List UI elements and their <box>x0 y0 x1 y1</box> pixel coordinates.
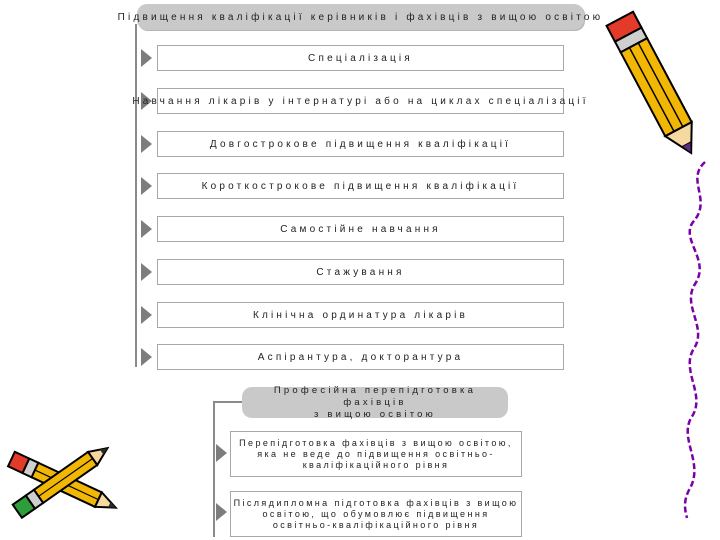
item-postgraduate-training <box>230 491 522 537</box>
arrow-icon <box>141 49 152 67</box>
arrow-icon <box>141 306 152 324</box>
item-postgraduate-doctoral <box>157 344 564 370</box>
item-line: освітньо-кваліфікаційного рівня <box>272 519 480 530</box>
item-traineeship <box>157 259 564 285</box>
item-line: яка не веде до підвищення освітньо- <box>257 448 495 459</box>
item-label: Клінічна ординатура лікарів <box>252 309 469 321</box>
arrow-icon <box>141 263 152 281</box>
arrow-icon <box>141 348 152 366</box>
main-header-title: Підвищення кваліфікації керівників і фахівців з вищою освітою <box>117 11 604 23</box>
item-line: освітою, що обумовлює підвищення <box>262 508 490 519</box>
item-line: кваліфікаційного рівня <box>302 459 450 470</box>
main-header <box>117 4 604 30</box>
main-connector-line <box>135 24 137 367</box>
item-label: Короткострокове підвищення кваліфікації <box>201 180 520 192</box>
item-line: Післядипломна підготовка фахівців з вищою <box>233 497 519 508</box>
secondary-header <box>242 384 508 420</box>
secondary-header-line2: з вищою освітою <box>314 408 436 420</box>
item-line: Перепідготовка фахівців з вищою освітою, <box>239 437 513 448</box>
item-short-term <box>157 173 564 199</box>
item-clinical-residency <box>157 302 564 328</box>
squiggle-line-decoration <box>675 160 720 520</box>
item-label: Спеціалізація <box>308 52 413 64</box>
secondary-header-line1: Професійна перепідготовка фахівців <box>273 384 477 408</box>
item-label: Стажування <box>316 266 405 278</box>
item-self-study <box>157 216 564 242</box>
arrow-icon <box>216 444 227 462</box>
item-label: Навчання лікарів у інтернатурі або на циклах спеціалізації <box>132 95 589 107</box>
item-retraining <box>230 431 522 477</box>
secondary-connector-cap <box>213 401 243 403</box>
pencil-clipart-icon <box>600 0 710 175</box>
item-label: Самостійне навчання <box>280 223 441 235</box>
arrow-icon <box>141 177 152 195</box>
item-label: Аспірантура, докторантура <box>257 351 464 363</box>
secondary-connector-line <box>213 401 215 537</box>
arrow-icon <box>141 135 152 153</box>
crossed-pencils-clipart-icon <box>0 430 130 535</box>
arrow-icon <box>141 220 152 238</box>
arrow-icon <box>216 503 227 521</box>
item-label: Довгострокове підвищення кваліфікації <box>209 138 512 150</box>
item-specialization <box>157 45 564 71</box>
item-internship-training <box>132 88 589 114</box>
item-long-term <box>157 131 564 157</box>
